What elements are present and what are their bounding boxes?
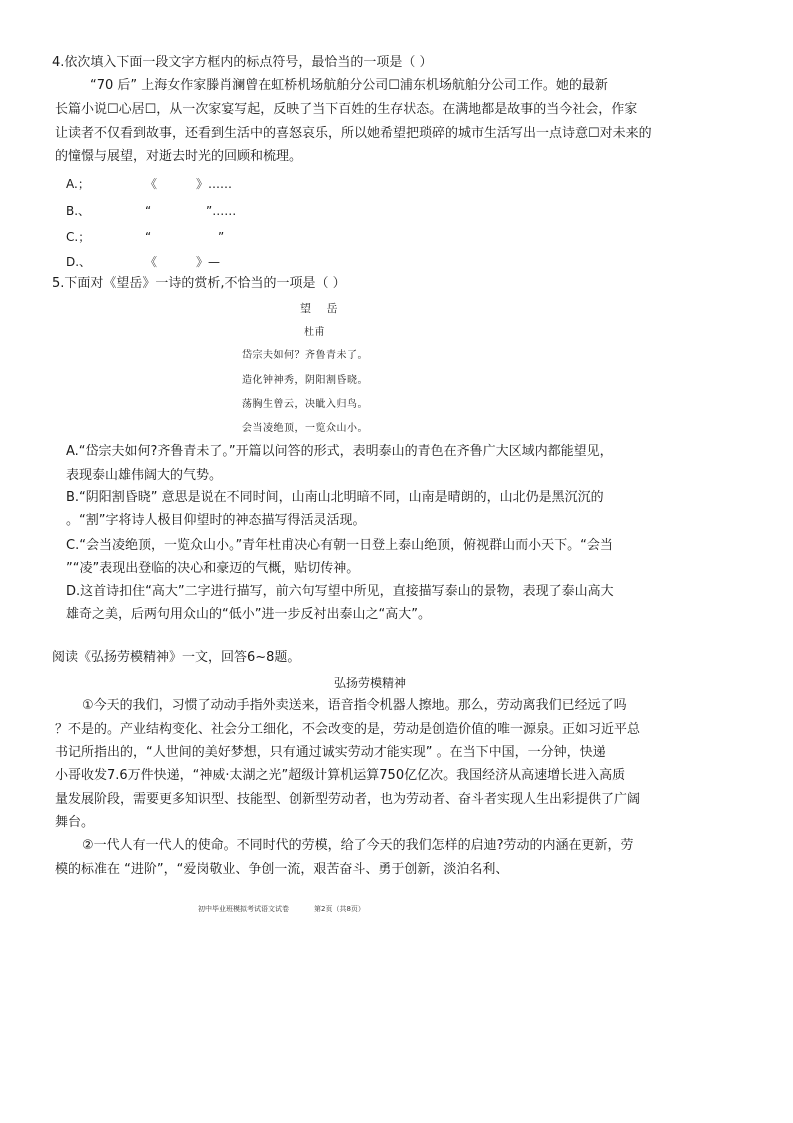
q4-passage-line: “70 后” 上海女作家滕肖澜曾在虹桥机场航舶分公司☐浦东机场航舶分公司工作。她的最新 [90,78,608,93]
q5-option-line: C.“会当凌绝顶，一览众山小。”青年杜甫决心有朝一日登上泰山绝顶，俯视群山而小天下。“会当 [66,538,613,553]
q4-option-b-letter: B.、 [66,204,91,218]
article-paragraph-line: ？不是的。产业结构变化、社会分工细化，不会改变的是，劳动是创造价值的唯一源泉。正如习近平总 [55,722,641,737]
footer-exam-name: 初中毕业班模拟考试语文试卷 [198,905,289,913]
article-paragraph-line: 量发展阶段，需要更多知识型、技能型、创新型劳动者，也为劳动者、奋斗者实现人生出彩提供了广阔 [55,792,641,807]
q4-option-c-mark: “ [145,230,152,244]
poem-line: 会当凌绝顶，一览众山小。 [242,423,368,434]
poem-line: 岱宗夫如何？齐鲁青未了。 [242,350,368,361]
q4-passage-line: 长篇小说☐心居☐，从一次家宴写起，反映了当下百姓的生存状态。在满地都是故事的当今社会，作家 [55,102,638,117]
article-paragraph-line: 舞台。 [55,815,95,830]
q5-option-line: B.“阴阳割昏晓” 意思是说在不同时间，山南山北明暗不同，山南是晴朗的，山北仍是黑沉沉的 [66,490,604,505]
q4-option-c-letter: C.； [66,230,91,244]
q4-passage-line: 的憧憬与展望，对逝去时光的回顾和梳理。 [55,149,303,164]
article-paragraph-line: ②一代人有一代人的使命。不同时代的劳模，给了今天的我们怎样的启迪?劳动的内涵在更新，劳 [82,838,634,853]
q4-option-b-mark: “ [145,204,152,218]
q4-option-a-mark: 《 [145,177,158,191]
q5-option-line: 表现泰山雄伟阔大的气势。 [66,468,223,483]
q5-option-line: 雄奇之美，后两句用众山的“低小”进一步反衬出泰山之“高大”。 [66,607,431,622]
article-paragraph-line: ①今天的我们，习惯了动动手指外卖送来，语音指令机器人擦地。那么，劳动离我们已经远了吗 [82,698,627,713]
q4-option-a-mark: 》…… [196,177,233,191]
article-title: 弘扬劳模精神 [334,676,407,690]
reading-intro: 阅读《弘扬劳模精神》一文，回答6~8题。 [52,650,301,665]
q5-option-line: 。“割”字将诗人极目仰望时的神态描写得活灵活现。 [66,513,366,528]
poem-line: 荡胸生曾云，决眦入归鸟。 [242,399,368,410]
footer-page-number: 第2页（共8页） [314,905,365,913]
article-paragraph-line: 小哥收发7.6万件快递，“神威·太湖之光”超级计算机运算750亿亿次。我国经济从高速增长进入高质 [55,768,626,783]
q5-option-line: ”“凌”表现出登临的决心和豪迈的气概，贴切传神。 [66,561,360,576]
article-paragraph-line: 模的标准在 “进阶”，“爱岗敬业、争创一流，艰苦奋斗、勇于创新，淡泊名利、 [55,862,509,877]
q4-stem: 4.依次填入下面一段文字方框内的标点符号，最恰当的一项是（ ） [52,55,433,70]
q5-option-line: D.这首诗扣住“高大”二字进行描写，前六句写望中所见，直接描写泰山的景物，表现了泰山高大 [66,584,614,599]
q4-option-b-mark: ”…… [206,204,237,218]
article-paragraph-line: 书记所指出的，“人世间的美好梦想，只有通过诚实劳动才能实现” 。在当下中国，一分钟，快递 [55,745,606,760]
poem-line: 造化钟神秀，阴阳割昏晓。 [242,375,368,386]
q4-option-d-letter: D.、 [66,255,92,269]
q5-stem: 5.下面对《望岳》一诗的赏析,不恰当的一项是（ ） [52,276,346,291]
q4-option-a-letter: A.； [66,177,90,191]
q4-passage-line: 让读者不仅看到故事，还看到生活中的喜怒哀乐，所以她希望把琐碎的城市生活写出一点诗意☐对未来的 [55,126,652,141]
q4-option-d-mark: 》— [196,255,221,269]
poem-title: 望 岳 [300,302,344,315]
q5-option-line: A.“岱宗夫如何?齐鲁青未了。”开篇以问答的形式，表明泰山的青色在齐鲁广大区域内都能望见， [66,444,613,459]
poem-author: 杜甫 [304,327,325,338]
q4-option-d-mark: 《 [145,255,158,269]
q4-option-c-mark: ” [218,230,225,244]
